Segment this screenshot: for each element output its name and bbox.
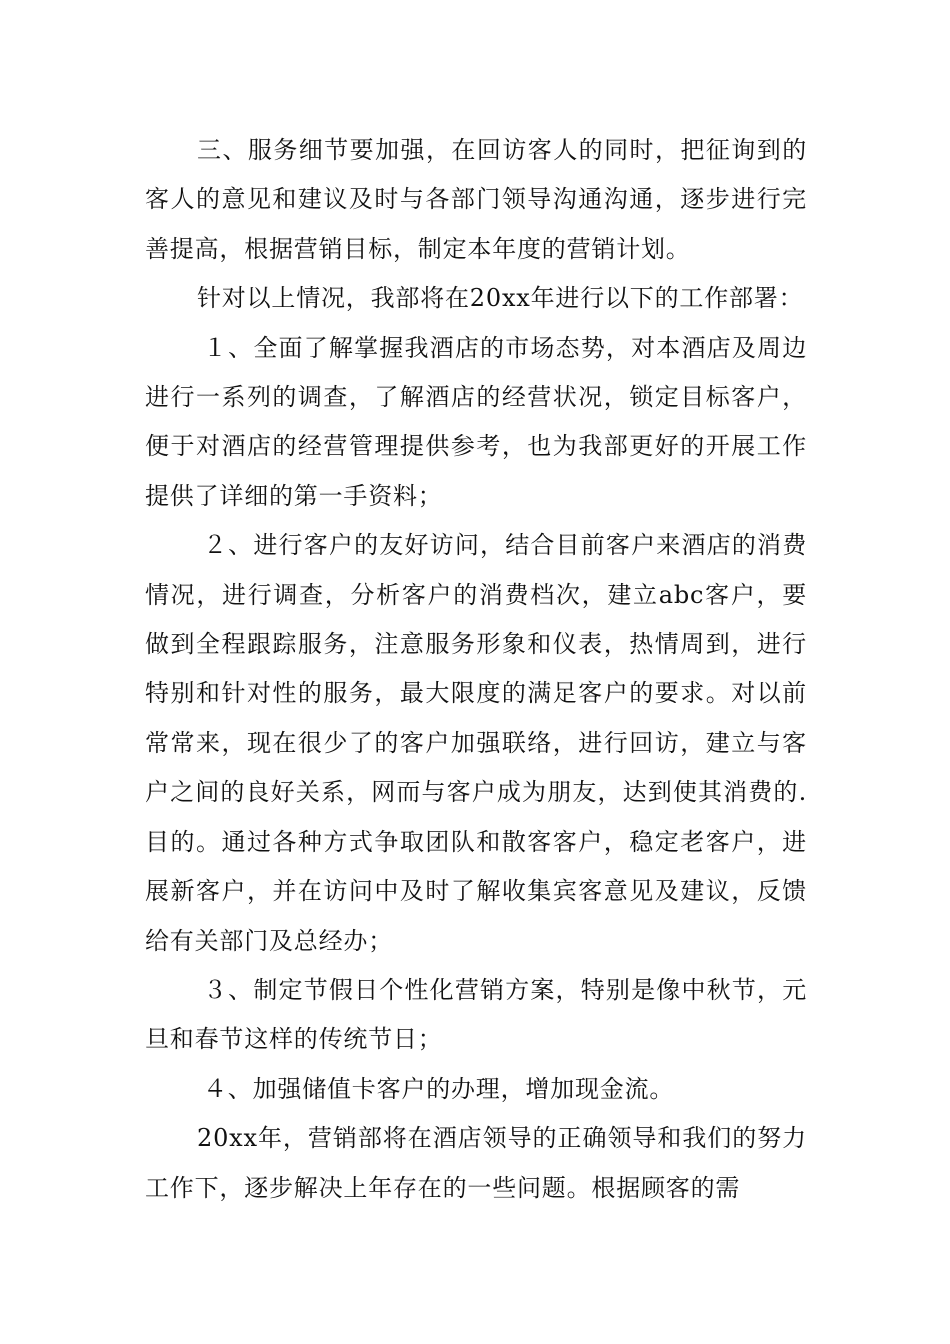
paragraph-item-3: ３、制定节假日个性化营销方案，特别是像中秋节，元旦和春节这样的传统节日； [145,975,807,1054]
paragraph-service-details: 三、服务细节要加强，在回访客人的同时，把征询到的客人的意见和建议及时与各部门领导沟通沟通，逐步进行完善提高，根据营销目标，制定本年度的营销计划。 [145,136,807,263]
paragraph-item-1: １、全面了解掌握我酒店的市场态势，对本酒店及周边进行一系列的调查，了解酒店的经营状况，锁定目标客户，便于对酒店的经营管理提供参考，也为我部更好的开展工作提供了详细的第一手资料； [145,333,807,510]
paragraph-item-2: ２、进行客户的友好访问，结合目前客户来酒店的消费情况，进行调查，分析客户的消费档次，建立abc客户，要做到全程跟踪服务，注意服务形象和仪表，热情周到，进行特别和针对性的服务，最大限度的满足客户的要求。对以前常常来，现在很少了的客户加强联络，进行回访，建立与客户之间的良好关系，网而与客户成为朋友，达到使其消费的.目的。通过各种方式争取团队和散客客户，稳定老客户，进展新客户，并在访问中及时了解收集宾客意见及建议，反馈给有关部门及总经办； [145,531,807,955]
document-body [145,126,807,1213]
paragraph-work-plan-intro: 针对以上情况，我部将在20xx年进行以下的工作部署： [197,284,804,313]
paragraph-conclusion: 20xx年，营销部将在酒店领导的正确领导和我们的努力工作下，逐步解决上年存在的一些问题。根据顾客的需 [145,1124,807,1202]
paragraph-item-4: ４、加强储值卡客户的办理，增加现金流。 [203,1074,675,1103]
